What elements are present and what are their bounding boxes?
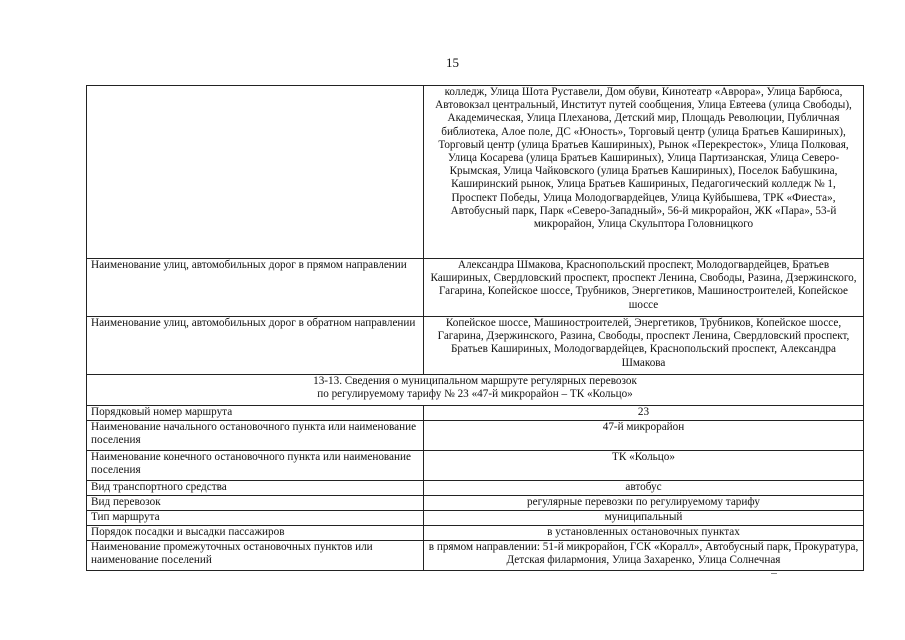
- row-label-transport-kind: Вид перевозок: [87, 496, 424, 511]
- row-label-reverse-streets: Наименование улиц, автомобильных дорог в обратном направлении: [87, 317, 424, 375]
- table-row: [87, 86, 864, 259]
- row-label-boarding-order: Порядок посадки и высадки пассажиров: [87, 526, 424, 541]
- table-row: [87, 451, 864, 481]
- row-label-vehicle-type: Вид транспортного средства: [87, 481, 424, 496]
- table-row: [87, 421, 864, 451]
- row-label-intermediate-stops: Наименование промежуточных остановочных пунктов или наименование поселений: [87, 541, 424, 571]
- row-value-route-type: муниципальный: [424, 511, 864, 526]
- row-label-route-number: Порядковый номер маршрута: [87, 406, 424, 421]
- row-value-boarding-order: в установленных остановочных пунктах: [424, 526, 864, 541]
- row-value-route-number: 23: [424, 406, 864, 421]
- table-cell-empty: [87, 86, 424, 259]
- table-row: [87, 526, 864, 541]
- section-header: [87, 375, 864, 406]
- stops-continuation-cell: колледж, Улица Шота Руставели, Дом обуви, Кинотеатр «Аврора», Улица Барбюса, Автовокзал центральный, Институт путей сообщения, Улица Евтеева (улица Свободы), Академическая, Улица Плеханова, Детский мир, Площадь Революции, Публичная библиотека, Алое поле, ДС «Юность», Торговый центр (улица Братьев Кашириных), Торговый центр (улица Братьев Кашириных), Рынок «Перекресток», Улица Полковая, Улица Косарева (улица Братьев Кашириных), Улица Партизанская, Улица Северо-Крымская, Улица Чайковского (улица Братьев Кашириных), Поселок Бабушкина, Каширинский рынок, Улица Братьев Кашириных, Педагогический колледж № 1, Проспект Победы, Улица Молодогвардейцев, Улица Куйбышева, ТРК «Фиеста», Автобусный парк, Парк «Северо-Западный», 56-й микрорайон, ЖК «Пара», 53-й микрорайон, Улица Скульптора Головницкого: [424, 86, 864, 259]
- row-value-forward-streets: Александра Шмакова, Краснопольский проспект, Молодогвардейцев, Братьев Кашириных, Свердловский проспект, проспект Ленина, Свободы, Разина, Дзержинского, Гагарина, Копейское шоссе, Трубников, Энергетиков, Машиностроителей, Копейское шоссе: [424, 259, 864, 317]
- section-header-row: [87, 375, 864, 406]
- row-value-transport-kind: регулярные перевозки по регулируемому тарифу: [424, 496, 864, 511]
- table-row: [87, 511, 864, 526]
- row-label-forward-streets: Наименование улиц, автомобильных дорог в прямом направлении: [87, 259, 424, 317]
- route-table: [86, 85, 864, 571]
- table-row: [87, 541, 864, 571]
- table-row: [87, 317, 864, 375]
- row-value-start-stop: 47-й микрорайон: [424, 421, 864, 451]
- row-value-vehicle-type: автобус: [424, 481, 864, 496]
- table-row: [87, 481, 864, 496]
- section-header-line2: по регулируемому тарифу № 23 «47-й микрорайон – ТК «Кольцо»: [317, 388, 633, 401]
- table-row: [87, 406, 864, 421]
- row-value-reverse-streets: Копейское шоссе, Машиностроителей, Энергетиков, Трубников, Копейское шоссе, Гагарина, Дзержинского, Разина, Свободы, проспект Ленина, Свердловский проспект, Братьев Кашириных, Молодогвардейцев, Краснопольский проспект, Александра Шмакова: [424, 317, 864, 375]
- page-number: 15: [446, 55, 459, 70]
- row-value-end-stop: ТК «Кольцо»: [424, 451, 864, 481]
- section-header-line1: 13-13. Сведения о муниципальном маршруте регулярных перевозок: [313, 375, 637, 387]
- row-value-intermediate-stops: в прямом направлении: 51-й микрорайон, ГСК «Коралл», Автобусный парк, Прокуратура, Детская филармония, Улица Захаренко, Улица Солнечная: [424, 541, 864, 571]
- table-row: [87, 496, 864, 511]
- scan-mark: [771, 573, 777, 574]
- row-label-end-stop: Наименование конечного остановочного пункта или наименование поселения: [87, 451, 424, 481]
- row-label-route-type: Тип маршрута: [87, 511, 424, 526]
- table-row: [87, 259, 864, 317]
- row-label-start-stop: Наименование начального остановочного пункта или наименование поселения: [87, 421, 424, 451]
